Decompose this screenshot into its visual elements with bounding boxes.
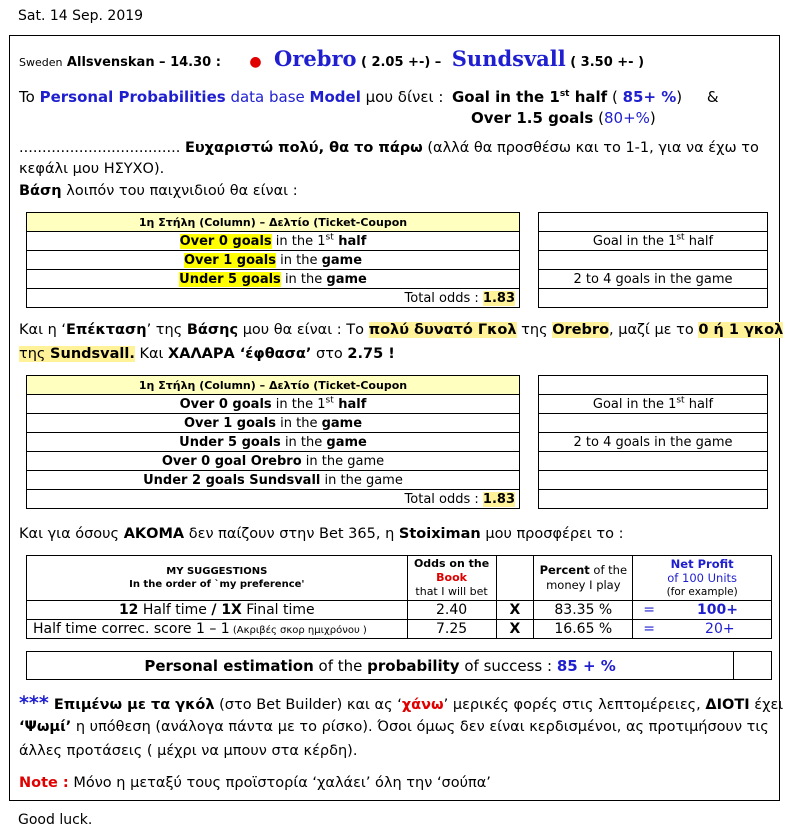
basis-bold: Βάση [19, 183, 62, 199]
goal-first-half-tail: half [569, 88, 608, 106]
pct-cell: 83.35 % [534, 601, 633, 620]
stars: *** [19, 692, 49, 714]
ticket2-header: 1η Στήλη (Column) – Δελτίο (Ticket-Coupon [27, 376, 520, 395]
odds-cell: 7.25 [407, 620, 496, 639]
intro-line [19, 88, 443, 106]
net-cell: = 100+ [633, 601, 772, 620]
pct-header: Percent of the money I play [534, 556, 633, 601]
thanks-rest: (αλλά θα προσθέσω και το 1-1, για να έχω το [422, 140, 759, 156]
ampersand: & [706, 88, 719, 106]
goal-first-half-line: Goal in the 1st half ( 85+ %) & [452, 88, 719, 106]
ticket1-note: Goal in the 1st half [539, 232, 768, 251]
ticket1-note [539, 213, 768, 232]
ticket1-total: Total odds : 1.83 [27, 289, 520, 308]
x-cell: X [496, 601, 534, 620]
ticket1-row: Over 1 goals in the game [27, 251, 520, 270]
over15-label: Over 1.5 goals [471, 109, 594, 127]
basis-rest: λοιπόν του παιχνιδιού θα είναι : [61, 183, 298, 199]
thanks-text: Ευχαριστώ πολύ, θα το πάρω [184, 140, 423, 156]
pct-over15: 80+% [603, 109, 650, 127]
goal-first-half-sup: st [559, 89, 570, 99]
insist-line-3: άλλες προτάσεις ( μέχρι να μπουν στα κέρδη). [19, 743, 358, 759]
footer-text: Good luck. [18, 812, 93, 828]
match-line [19, 46, 644, 71]
content-frame [9, 35, 784, 801]
ticket1-row: Over 0 goals in the 1st half [27, 232, 520, 251]
intro-to: To [19, 88, 35, 106]
ticket1-table [26, 212, 520, 308]
extension-line: Και η ‘Επέκταση’ της Βάσης μου θα είναι : Το πολύ δυνατό Γκολ της Orebro, μαζί με το 0 ή 1 γκολ [19, 322, 784, 338]
note-label: Note : [19, 775, 69, 791]
league-prefix: Sweden [19, 56, 63, 69]
stoiximan-line: Και για όσους ΑΚΟΜΑ δεν παίζουν στην Bet 365, η Stoiximan μου προσφέρει το : [19, 526, 624, 542]
x-header [496, 556, 534, 601]
ticket1-note: 2 to 4 goals in the game [539, 270, 768, 289]
intro-database: data base [230, 88, 305, 106]
ticket2-note: Goal in the 1st half [539, 395, 768, 414]
ticket2-table [26, 375, 520, 509]
ticket2-note [539, 490, 768, 509]
estimation-table [26, 651, 772, 680]
ticket2-note [539, 376, 768, 395]
suggestion-row: Half time correc. score 1 – 1 (Ακριβές σκορ ημιχρόνου ) [27, 620, 408, 639]
sugg-header: MY SUGGESTIONS In the order of `my preference' [27, 556, 408, 601]
ticket2-row: Over 1 goals in the game [27, 414, 520, 433]
away-odds: ( 3.50 +- ) [570, 55, 645, 70]
suggestions-table [26, 555, 772, 639]
odds-header: Odds on the Book that I will bet [407, 556, 496, 601]
suggestion-row: 12 Half time / 1X Final time [27, 601, 408, 620]
ticket2-total: Total odds : 1.83 [27, 490, 520, 509]
league: Allsvenskan [66, 55, 155, 70]
date: Sat. 14 Sep. 2019 [18, 8, 144, 24]
ticket2-note [539, 414, 768, 433]
ticket2-row: Over 0 goal Orebro in the game [27, 452, 520, 471]
net-header: Net Profit of 100 Units (for example) [633, 556, 772, 601]
pct-first-half: 85+ % [622, 88, 677, 106]
bullet-icon: ● [249, 54, 262, 70]
home-team: Orebro [274, 46, 357, 71]
home-odds: ( 2.05 +-) – [360, 55, 442, 70]
insist-line-2: ‘Ψωμί’ η υπόθεση (ανάλογα πάντα με το ρίσκο). Όσοι όμως δεν είναι κερδισμένοι, ας προτιμήσουν τις [19, 719, 769, 735]
intro-model: Model [309, 88, 361, 106]
note-text: Μόνο η μεταξύ τους προϊστορία ‘χαλάει’ όλη την ‘σούπα’ [68, 775, 491, 791]
net-cell: = 20+ [633, 620, 772, 639]
estimation-empty [734, 652, 772, 680]
extension-line-2: της Sundsvall. Και ΧΑΛΑΡΑ ‘έφθασα’ στο 2.75 ! [19, 346, 395, 362]
thanks-line [19, 140, 759, 156]
ticket2-row: Over 0 goals in the 1st half [27, 395, 520, 414]
note-line [19, 775, 491, 791]
pct-cell: 16.65 % [534, 620, 633, 639]
ticket1-notes [538, 212, 768, 308]
ticket1-note [539, 251, 768, 270]
ticket2-row: Under 2 goals Sundsvall in the game [27, 471, 520, 490]
ticket2-note [539, 452, 768, 471]
goal-first-half: Goal in the 1 [452, 88, 560, 106]
basis-line [19, 183, 298, 199]
away-team: Sundsvall [451, 46, 566, 71]
intro-ppdb: Personal Probabilities [39, 88, 226, 106]
ticket1-note [539, 289, 768, 308]
estimation-cell: Personal estimation of the probability of success : 85 + % [27, 652, 734, 680]
thanks-line-2: κεφάλι μου ΗΣΥΧΟ). [19, 161, 165, 177]
ticket2-note: 2 to 4 goals in the game [539, 433, 768, 452]
x-cell: X [496, 620, 534, 639]
kickoff-time: – 14.30 : [159, 55, 221, 70]
ticket2-note [539, 471, 768, 490]
over15-line: Over 1.5 goals (80+%) [471, 109, 656, 127]
ticket2-notes [538, 375, 768, 509]
odds-cell: 2.40 [407, 601, 496, 620]
intro-gives: μου δίνει : [365, 88, 444, 106]
ticket1-row: Under 5 goals in the game [27, 270, 520, 289]
dots: ................................... [19, 140, 181, 156]
ticket1-header: 1η Στήλη (Column) – Δελτίο (Ticket-Coupon [27, 213, 520, 232]
insist-line: *** Επιμένω με τα γκόλ (στο Bet Builder) και ας ‘χάνω’ μερικές φορές στις λεπτομέρειες, ΔΙΟΤΙ έχει [19, 692, 784, 714]
ticket2-row: Under 5 goals in the game [27, 433, 520, 452]
